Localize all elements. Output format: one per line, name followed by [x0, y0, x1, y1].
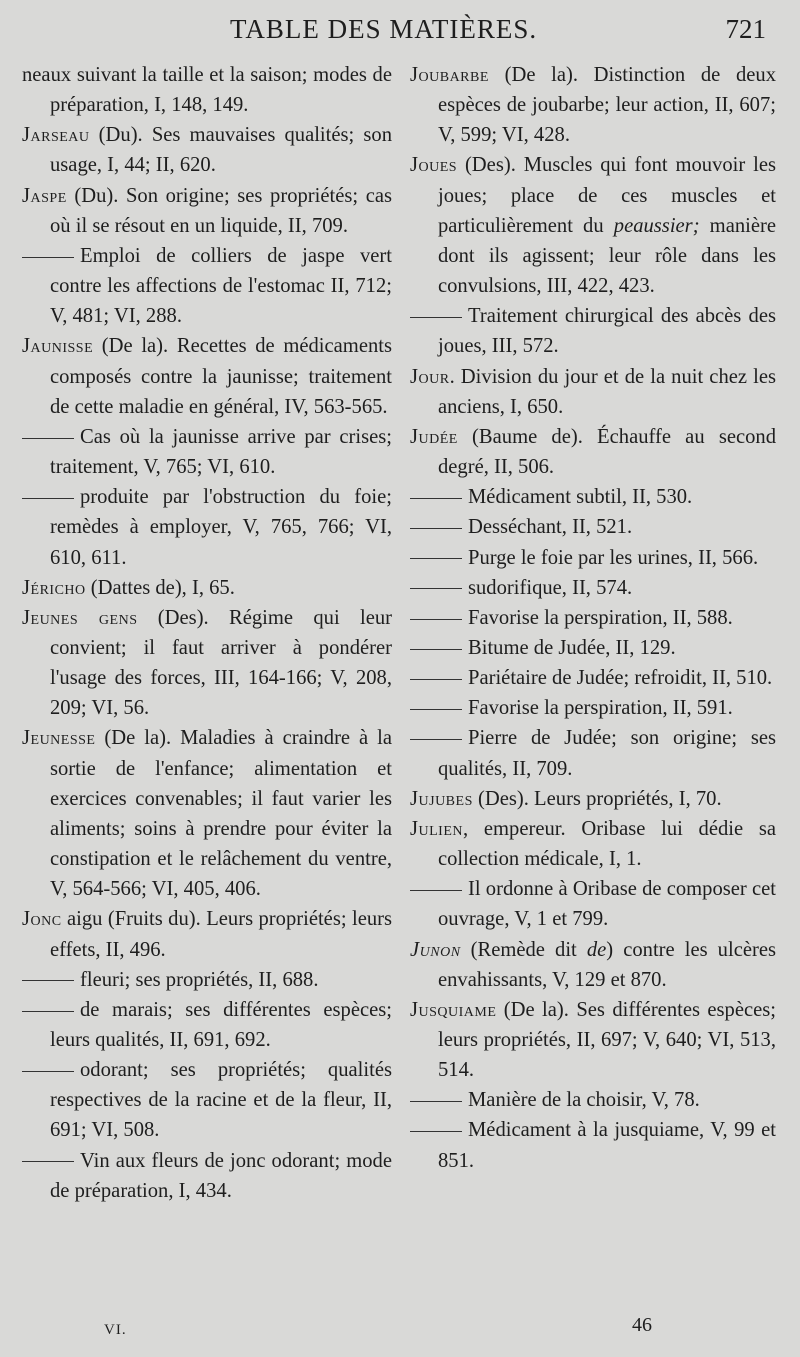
entry-text: Cas où la jaunisse arrive par crises; traitement, V, 765; VI, 610. — [50, 425, 392, 479]
headword: Junon — [410, 938, 461, 961]
signature-mark: 46 — [632, 1314, 652, 1336]
index-entry — [410, 362, 776, 422]
entry-text: Pierre de Judée; son origine; ses qualités, II, 709. — [438, 727, 776, 780]
entry-text: (Baume de). Échauffe au second degré, II, 506. — [438, 425, 776, 479]
repeat-dash — [410, 619, 462, 620]
entry-text: Médicament subtil, II, 530. — [468, 486, 693, 509]
entry-text: , empereur. Oribase lui dédie sa collection médicale, I, 1. — [438, 817, 776, 871]
entry-text: Bitume de Judée, II, 129. — [468, 636, 676, 659]
index-entry — [22, 181, 392, 241]
repeat-dash — [410, 1131, 462, 1132]
index-subentry — [410, 633, 776, 663]
headword: Jusquiame — [410, 998, 497, 1021]
headword: Jarseau — [22, 124, 90, 147]
page-number: 721 — [725, 14, 766, 44]
index-entry — [22, 904, 392, 964]
index-entry — [22, 603, 392, 724]
repeat-dash — [22, 1161, 74, 1162]
headword: Jaunisse — [22, 335, 94, 358]
entry-text: (Des). Muscles qui font mouvoir les joues; place de ces muscles et particulièrement du — [438, 154, 776, 237]
entry-text: sudorifique, II, 574. — [468, 576, 633, 599]
index-entry — [22, 723, 392, 904]
index-entry — [410, 60, 776, 150]
repeat-dash — [410, 498, 462, 499]
index-entry — [410, 150, 776, 301]
headword: Jonc — [22, 908, 62, 931]
headword: Jaspe — [22, 184, 67, 207]
italic-term: de — [586, 938, 607, 961]
index-subentry — [410, 693, 776, 723]
volume-mark: VI. — [104, 1322, 127, 1338]
index-subentry — [22, 1055, 392, 1145]
index-subentry — [410, 603, 776, 633]
index-entry — [22, 331, 392, 421]
index-subentry — [410, 301, 776, 361]
repeat-dash — [22, 498, 74, 499]
index-subentry — [410, 1085, 776, 1115]
running-title: TABLE DES MATIÈRES. — [230, 14, 538, 44]
headword: Joues — [410, 154, 458, 177]
repeat-dash — [410, 709, 462, 710]
repeat-dash — [410, 317, 462, 318]
entry-text: (Dattes de), I, 65. — [85, 576, 235, 599]
index-subentry — [22, 241, 392, 331]
headword: Jour — [410, 365, 450, 388]
repeat-dash — [22, 438, 74, 439]
headword: Julien — [410, 817, 464, 840]
entry-text: (De la). Ses différentes espèces; leurs propriétés, II, 697; V, 640; VI, 513, 514. — [438, 998, 776, 1082]
headword: Jujubes — [410, 787, 473, 810]
entry-text: Manière de la choisir, V, 78. — [468, 1089, 700, 1112]
index-entry — [22, 573, 392, 603]
entry-text: (Remède dit — [460, 938, 587, 961]
entry-text: Vin aux fleurs de jonc odorant; mode de préparation, I, 434. — [50, 1149, 392, 1202]
index-subentry — [410, 482, 776, 512]
repeat-dash — [410, 679, 462, 680]
index-subentry — [410, 1115, 776, 1175]
entry-text: produite par l'obstruction du foie; remèdes à employer, V, 765, 766; VI, 610, 611. — [50, 486, 392, 569]
index-subentry — [410, 543, 776, 573]
entry-text: Médicament à la jusquiame, V, 99 et 851. — [438, 1119, 776, 1172]
entry-text: Pariétaire de Judée; refroidit, II, 510. — [468, 667, 773, 690]
right-column — [410, 60, 776, 1176]
index-subentry — [410, 723, 776, 783]
entry-text: (De la). Maladies à craindre à la sortie de l'enfance; alimentation et exercices convenables; il faut varier les aliments; soins à prendre pour éviter la constipation et le relâchement du ventre, V, 564-566; VI, 405, 406. — [50, 727, 392, 901]
headword: Joubarbe — [410, 64, 489, 86]
index-entry — [410, 935, 776, 995]
headword: Jeunesse — [22, 727, 96, 750]
index-subentry — [410, 663, 776, 693]
entry-text: Favorise la perspiration, II, 588. — [468, 606, 733, 629]
index-entry — [22, 120, 392, 180]
index-subentry — [22, 965, 392, 995]
index-entry — [410, 422, 776, 482]
entry-text: (De la). Distinction de deux espèces de joubarbe; leur action, II, 607; V, 599; VI, 428. — [438, 64, 776, 147]
index-subentry — [22, 1146, 392, 1206]
repeat-dash — [410, 528, 462, 529]
index-entry — [410, 784, 776, 814]
entry-text: (Des). Régime qui leur convient; il faut arriver à pondérer l'usage des forces, III, 164-166; V, 208, 209; VI, 56. — [50, 606, 392, 720]
repeat-dash — [22, 257, 74, 258]
index-subentry — [22, 422, 392, 482]
index-subentry — [22, 995, 392, 1055]
entry-text: (Des). Leurs propriétés, I, 70. — [472, 787, 722, 810]
entry-text: . Division du jour et de la nuit chez les anciens, I, 650. — [438, 365, 776, 418]
headword: Jeunes gens — [22, 606, 138, 629]
left-column — [22, 60, 392, 1206]
entry-text: aigu (Fruits du). Leurs propriétés; leurs effets, II, 496. — [50, 908, 392, 961]
entry-text: Emploi de colliers de jaspe vert contre les affections de l'estomac II, 712; V, 481; VI, 288. — [50, 244, 392, 328]
index-entry — [410, 995, 776, 1085]
repeat-dash — [410, 739, 462, 740]
index-entry — [410, 814, 776, 874]
index-entry — [22, 60, 392, 120]
repeat-dash — [410, 1101, 462, 1102]
entry-text: fleuri; ses propriétés, II, 688. — [80, 968, 319, 991]
entry-text: Il ordonne à Oribase de composer cet ouvrage, V, 1 et 799. — [438, 878, 776, 931]
repeat-dash — [410, 649, 462, 650]
repeat-dash — [410, 558, 462, 559]
index-subentry — [410, 512, 776, 542]
index-subentry — [410, 874, 776, 934]
headword: Judée — [410, 425, 458, 448]
entry-text: Purge le foie par les urines, II, 566. — [468, 546, 759, 569]
index-subentry — [22, 482, 392, 572]
entry-text: (Du). Ses mauvaises qualités; son usage, I, 44; II, 620. — [50, 124, 392, 177]
entry-text-continued: manière dont ils agissent; leur rôle dans les convulsions, III, 422, 423. — [438, 214, 776, 298]
entry-text: odorant; ses propriétés; qualités respectives de la racine et de la fleur, II, 691; VI, 508. — [50, 1059, 392, 1142]
repeat-dash — [22, 1011, 74, 1012]
entry-text: Desséchant, II, 521. — [468, 516, 633, 539]
entry-text: Traitement chirurgical des abcès des joues, III, 572. — [438, 305, 776, 358]
entry-text: neaux suivant la taille et la saison; modes de préparation, I, 148, 149. — [22, 64, 392, 117]
index-subentry — [410, 573, 776, 603]
headword: Jéricho — [22, 576, 86, 599]
entry-text-continued: ) contre les ulcères envahissants, V, 129 et 870. — [438, 938, 776, 991]
italic-term: peaussier; — [613, 214, 700, 237]
repeat-dash — [410, 890, 462, 891]
repeat-dash — [22, 980, 74, 981]
entry-text: de marais; ses différentes espèces; leurs qualités, II, 691, 692. — [50, 998, 392, 1051]
page-header — [0, 14, 800, 50]
entry-text: (De la). Recettes de médicaments composés contre la jaunisse; traitement de cette maladie en général, IV, 563-565. — [50, 335, 392, 418]
entry-text: Favorise la perspiration, II, 591. — [468, 697, 733, 720]
repeat-dash — [410, 588, 462, 589]
repeat-dash — [22, 1071, 74, 1072]
entry-text: (Du). Son origine; ses propriétés; cas où il se résout en un liquide, II, 709. — [50, 184, 392, 237]
